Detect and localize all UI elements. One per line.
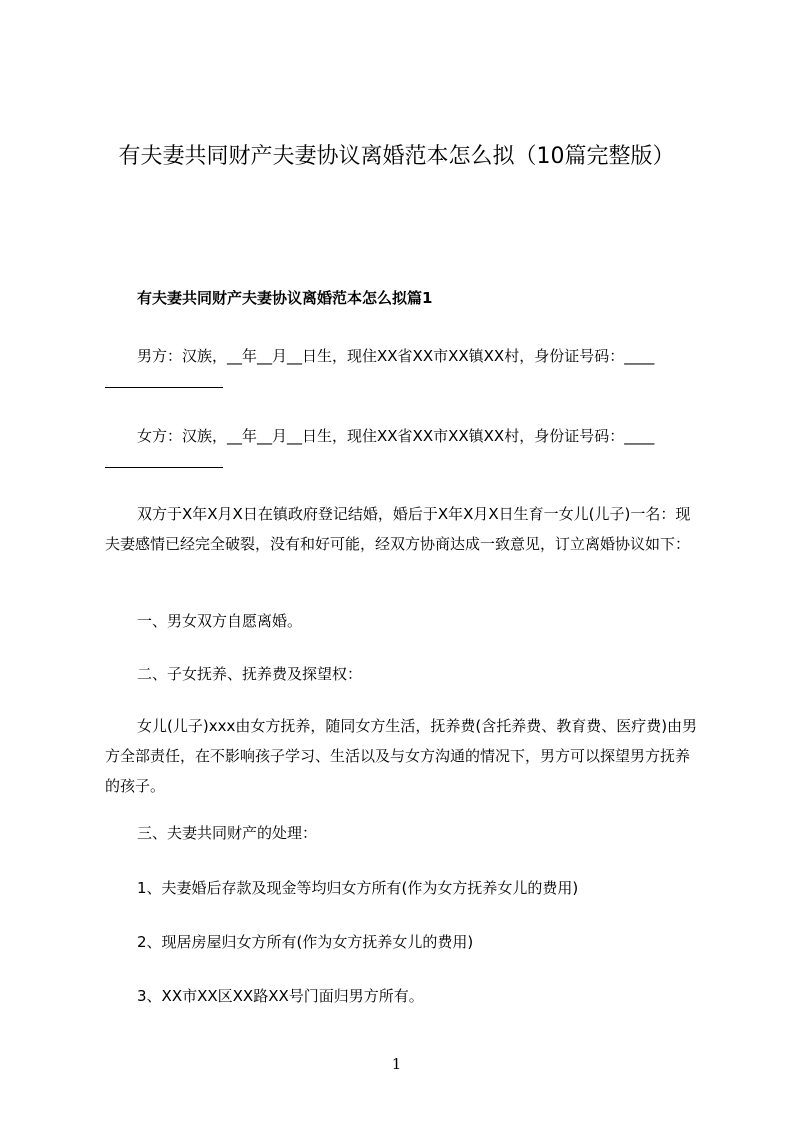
property-item-1: 1、夫妻婚后存款及现金等均归女方所有(作为女方抚养女儿的费用)	[137, 879, 579, 897]
female-id-blank-line	[105, 467, 223, 468]
page-number: 1	[391, 1055, 402, 1073]
clause-2: 二、子女抚养、抚养费及探望权：	[137, 665, 363, 683]
document-title: 有夫妻共同财产夫妻协议离婚范本怎么拟（10篇完整版）	[118, 144, 675, 169]
section-heading: 有夫妻共同财产夫妻协议离婚范本怎么拟篇1	[137, 289, 433, 307]
clause-3: 三、夫妻共同财产的处理：	[137, 824, 318, 842]
property-item-3: 3、XX市XX区XX路XX号门面归男方所有。	[137, 987, 424, 1005]
male-id-blank-line	[105, 387, 223, 388]
intro-paragraph: 双方于X年X月X日在镇政府登记结婚，婚后于X年X月X日生育一女儿(儿子)一名：现夫妻感情已经完全破裂，没有和好可能，经双方协商达成一致意见，订立离婚协议如下：	[105, 505, 691, 553]
custody-paragraph: 女儿(儿子)xxx由女方抚养，随同女方生活，抚养费(含托养费、教育费、医疗费)由男方全部责任，在不影响孩子学习、生活以及与女方沟通的情况下，男方可以探望男方抚养的孩子。	[105, 717, 698, 795]
clause-1: 一、男女双方自愿离婚。	[137, 612, 303, 630]
male-party-line: 男方：汉族，__年__月__日生，现住XX省XX市XX镇XX村，身份证号码：____	[137, 347, 655, 365]
property-item-2: 2、现居房屋归女方所有(作为女方抚养女儿的费用)	[137, 933, 474, 951]
female-party-line: 女方：汉族，__年__月__日生，现住XX省XX市XX镇XX村，身份证号码：____	[137, 427, 655, 445]
